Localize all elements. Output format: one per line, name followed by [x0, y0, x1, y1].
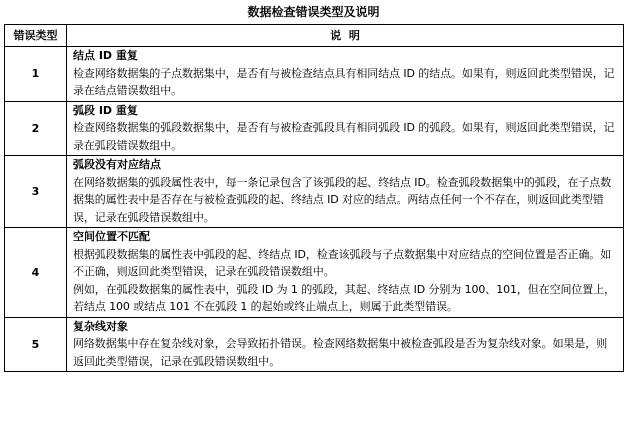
- error-code: 1: [5, 47, 67, 102]
- error-text: 检查网络数据集的子点数据集中，是否有与被检查结点具有相同结点 ID 的结点。如果有，则返回此类型错误，记录在结点错误数组中。: [73, 66, 615, 97]
- table-row: [5, 317, 624, 372]
- error-code: 3: [5, 156, 67, 228]
- error-code: 5: [5, 317, 67, 372]
- error-title: 弧段没有对应结点: [73, 158, 161, 171]
- error-description: [67, 156, 624, 228]
- table-row: [5, 228, 624, 318]
- header-error-type: 错误类型: [5, 25, 67, 47]
- error-text: 根据弧段数据集的属性表中弧段的起、终结点 ID，检查该弧段与子点数据集中对应结点的空间位置是否正确。如不正确，则返回此类型错误，记录在弧段错误数组中。: [73, 247, 612, 278]
- error-description: [67, 317, 624, 372]
- error-code: 2: [5, 101, 67, 156]
- error-code: 4: [5, 228, 67, 318]
- table-header-row: [5, 25, 624, 47]
- error-type-table: [4, 24, 624, 372]
- error-title: 结点 ID 重复: [73, 49, 138, 62]
- header-description: 说 明: [67, 25, 624, 47]
- table-caption: 数据检查错误类型及说明: [247, 5, 380, 19]
- error-title: 复杂线对象: [73, 319, 128, 333]
- table-row: [5, 101, 624, 156]
- error-text: 网络数据集中存在复杂线对象，会导致拓扑错误。检查网络数据集中被检查弧段是否为复杂线对象。如果是，则返回此类型错误，记录在弧段错误数组中。: [73, 337, 608, 368]
- table-row: [5, 156, 624, 228]
- error-example: 例如，在弧段数据集的属性表中，弧段 ID 为 1 的弧段，其起、终结点 ID 分别为 100、101，但在空间位置上，若结点 100 或结点 101 不在弧段 1 的起始或终止端点上，则属于此类型错误。: [73, 282, 615, 313]
- error-text: 在网络数据集的弧段属性表中，每一条记录包含了该弧段的起、终结点 ID。检查弧段数据集中的弧段，在子点数据集的属性表中是否存在与被检查弧段的起、终结点 ID 对应的结点。两结点任何一个不存在，则返回此类型错误，记录在弧段错误数组中。: [73, 175, 612, 224]
- error-description: [67, 228, 624, 318]
- error-title: 空间位置不匹配: [73, 230, 150, 243]
- error-title: 弧段 ID 重复: [73, 103, 138, 117]
- error-description: [67, 47, 624, 102]
- error-text: 检查网络数据集的弧段数据集中，是否有与被检查弧段具有相同弧段 ID 的弧段。如果有，则返回此类型错误，记录在弧段错误数组中。: [73, 121, 615, 152]
- table-row: [5, 47, 624, 102]
- error-description: [67, 101, 624, 156]
